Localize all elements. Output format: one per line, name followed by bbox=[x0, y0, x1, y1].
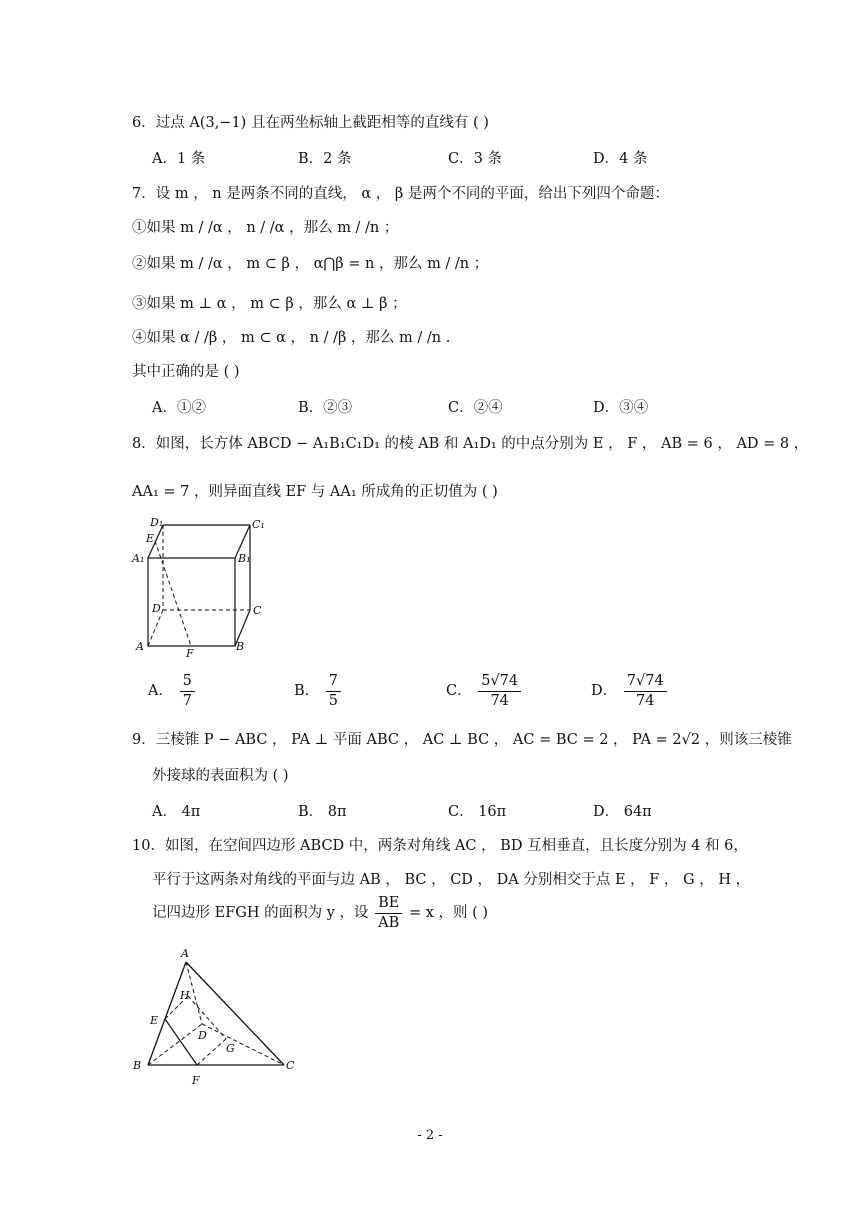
label-d: D bbox=[198, 1029, 207, 1042]
label-b: B bbox=[236, 640, 245, 653]
q8-stem-line2: AA₁ = 7 ，则异面直线 EF 与 AA₁ 所成角的正切值为 ( ) bbox=[132, 484, 498, 500]
q9-stem-line1: 9．三棱锥 P − ABC ， PA ⊥ 平面 ABC ， AC ⊥ BC ， AC = BC = 2 ， PA = 2√2 ，则该三棱锥 bbox=[132, 732, 792, 748]
q6-option-b: B．2 条 bbox=[298, 151, 352, 167]
q7-proposition-3: ③如果 m ⊥ α ， m ⊂ β ，那么 α ⊥ β ； bbox=[132, 296, 407, 312]
q7-proposition-2: ②如果 m / /α ， m ⊂ β ， α⋂β = n ，那么 m / /n ； bbox=[132, 256, 489, 272]
label-e: E bbox=[150, 1014, 159, 1027]
fraction: $\frac{7}{5}$ bbox=[326, 674, 341, 708]
label-f: F bbox=[192, 1074, 200, 1087]
label-f: F bbox=[186, 647, 194, 660]
fraction: $\frac{5√74}{74}$ bbox=[478, 674, 521, 708]
q6-stem: 6．过点 A(3,−1) 且在两坐标轴上截距相等的直线有 ( ) bbox=[132, 115, 489, 131]
label-c: C bbox=[253, 604, 262, 617]
q6-option-a: A．1 条 bbox=[152, 151, 206, 167]
label-b1: B₁ bbox=[238, 552, 251, 565]
q10-stem-line3: 记四边形 EFGH 的面积为 y ，设 $\frac{BE}{AB}$ = x ，则 ( ) bbox=[152, 895, 489, 931]
q8-option-c: C． $\frac{5√74}{74}$ bbox=[446, 674, 523, 708]
label-c1: C₁ bbox=[252, 518, 265, 531]
label-c: C bbox=[286, 1059, 295, 1072]
label-d: D bbox=[152, 602, 161, 615]
q8-stem-line1: 8．如图，长方体 ABCD − A₁B₁C₁D₁ 的棱 AB 和 A₁D₁ 的中点分别为 E ， F ， AB = 6 ， AD = 8 ， bbox=[132, 436, 809, 452]
q6-option-c: C．3 条 bbox=[448, 151, 502, 167]
label-a: A bbox=[181, 947, 189, 960]
q7-option-b: B．②③ bbox=[298, 400, 353, 416]
q7-option-c: C．②④ bbox=[448, 400, 503, 416]
q7-proposition-4: ④如果 α / /β ， m ⊂ α ， n / /β ，那么 m / /n . bbox=[132, 330, 451, 346]
label-d1: D₁ bbox=[150, 516, 164, 529]
q8-cuboid-figure bbox=[128, 512, 278, 664]
q7-option-d: D．③④ bbox=[593, 400, 649, 416]
q8-option-a: A． $\frac{5}{7}$ bbox=[148, 674, 197, 708]
q7-question: 其中正确的是 ( ) bbox=[132, 364, 240, 380]
label-e: E bbox=[146, 532, 155, 545]
q8-option-b: B． $\frac{7}{5}$ bbox=[294, 674, 343, 708]
q7-option-a: A．①② bbox=[152, 400, 206, 416]
fraction: $\frac{5}{7}$ bbox=[180, 674, 195, 708]
label-b: B bbox=[133, 1059, 142, 1072]
label-a: A bbox=[136, 640, 144, 653]
label-g: G bbox=[226, 1042, 235, 1055]
q9-option-c: C． 16π bbox=[448, 804, 507, 820]
q10-tetrahedron-figure bbox=[128, 944, 308, 1090]
page-number: - 2 - bbox=[417, 1128, 443, 1143]
q10-stem-line1: 10．如图，在空间四边形 ABCD 中，两条对角线 AC ， BD 互相垂直，且长度分别为 4 和 6， bbox=[132, 838, 748, 854]
q7-stem: 7．设 m ， n 是两条不同的直线， α ， β 是两个不同的平面，给出下列四个命题： bbox=[132, 186, 669, 202]
q8-option-d: D． $\frac{7√74}{74}$ bbox=[591, 674, 669, 708]
fraction: $\frac{7√74}{74}$ bbox=[624, 674, 667, 708]
q10-stem-line2: 平行于这两条对角线的平面与边 AB ， BC ， CD ， DA 分别相交于点 E ， F ， G ， H ， bbox=[152, 872, 751, 888]
label-a1: A₁ bbox=[132, 552, 145, 565]
q6-option-d: D．4 条 bbox=[593, 151, 648, 167]
q9-option-b: B． 8π bbox=[298, 804, 347, 820]
q9-option-d: D． 64π bbox=[593, 804, 652, 820]
q7-proposition-1: ①如果 m / /α ， n / /α ，那么 m / /n ； bbox=[132, 220, 399, 236]
q9-option-a: A． 4π bbox=[152, 804, 201, 820]
label-h: H bbox=[180, 989, 190, 1002]
fraction-be-ab: $\frac{BE}{AB}$ bbox=[375, 896, 402, 930]
q9-stem-line2: 外接球的表面积为 ( ) bbox=[152, 768, 289, 784]
